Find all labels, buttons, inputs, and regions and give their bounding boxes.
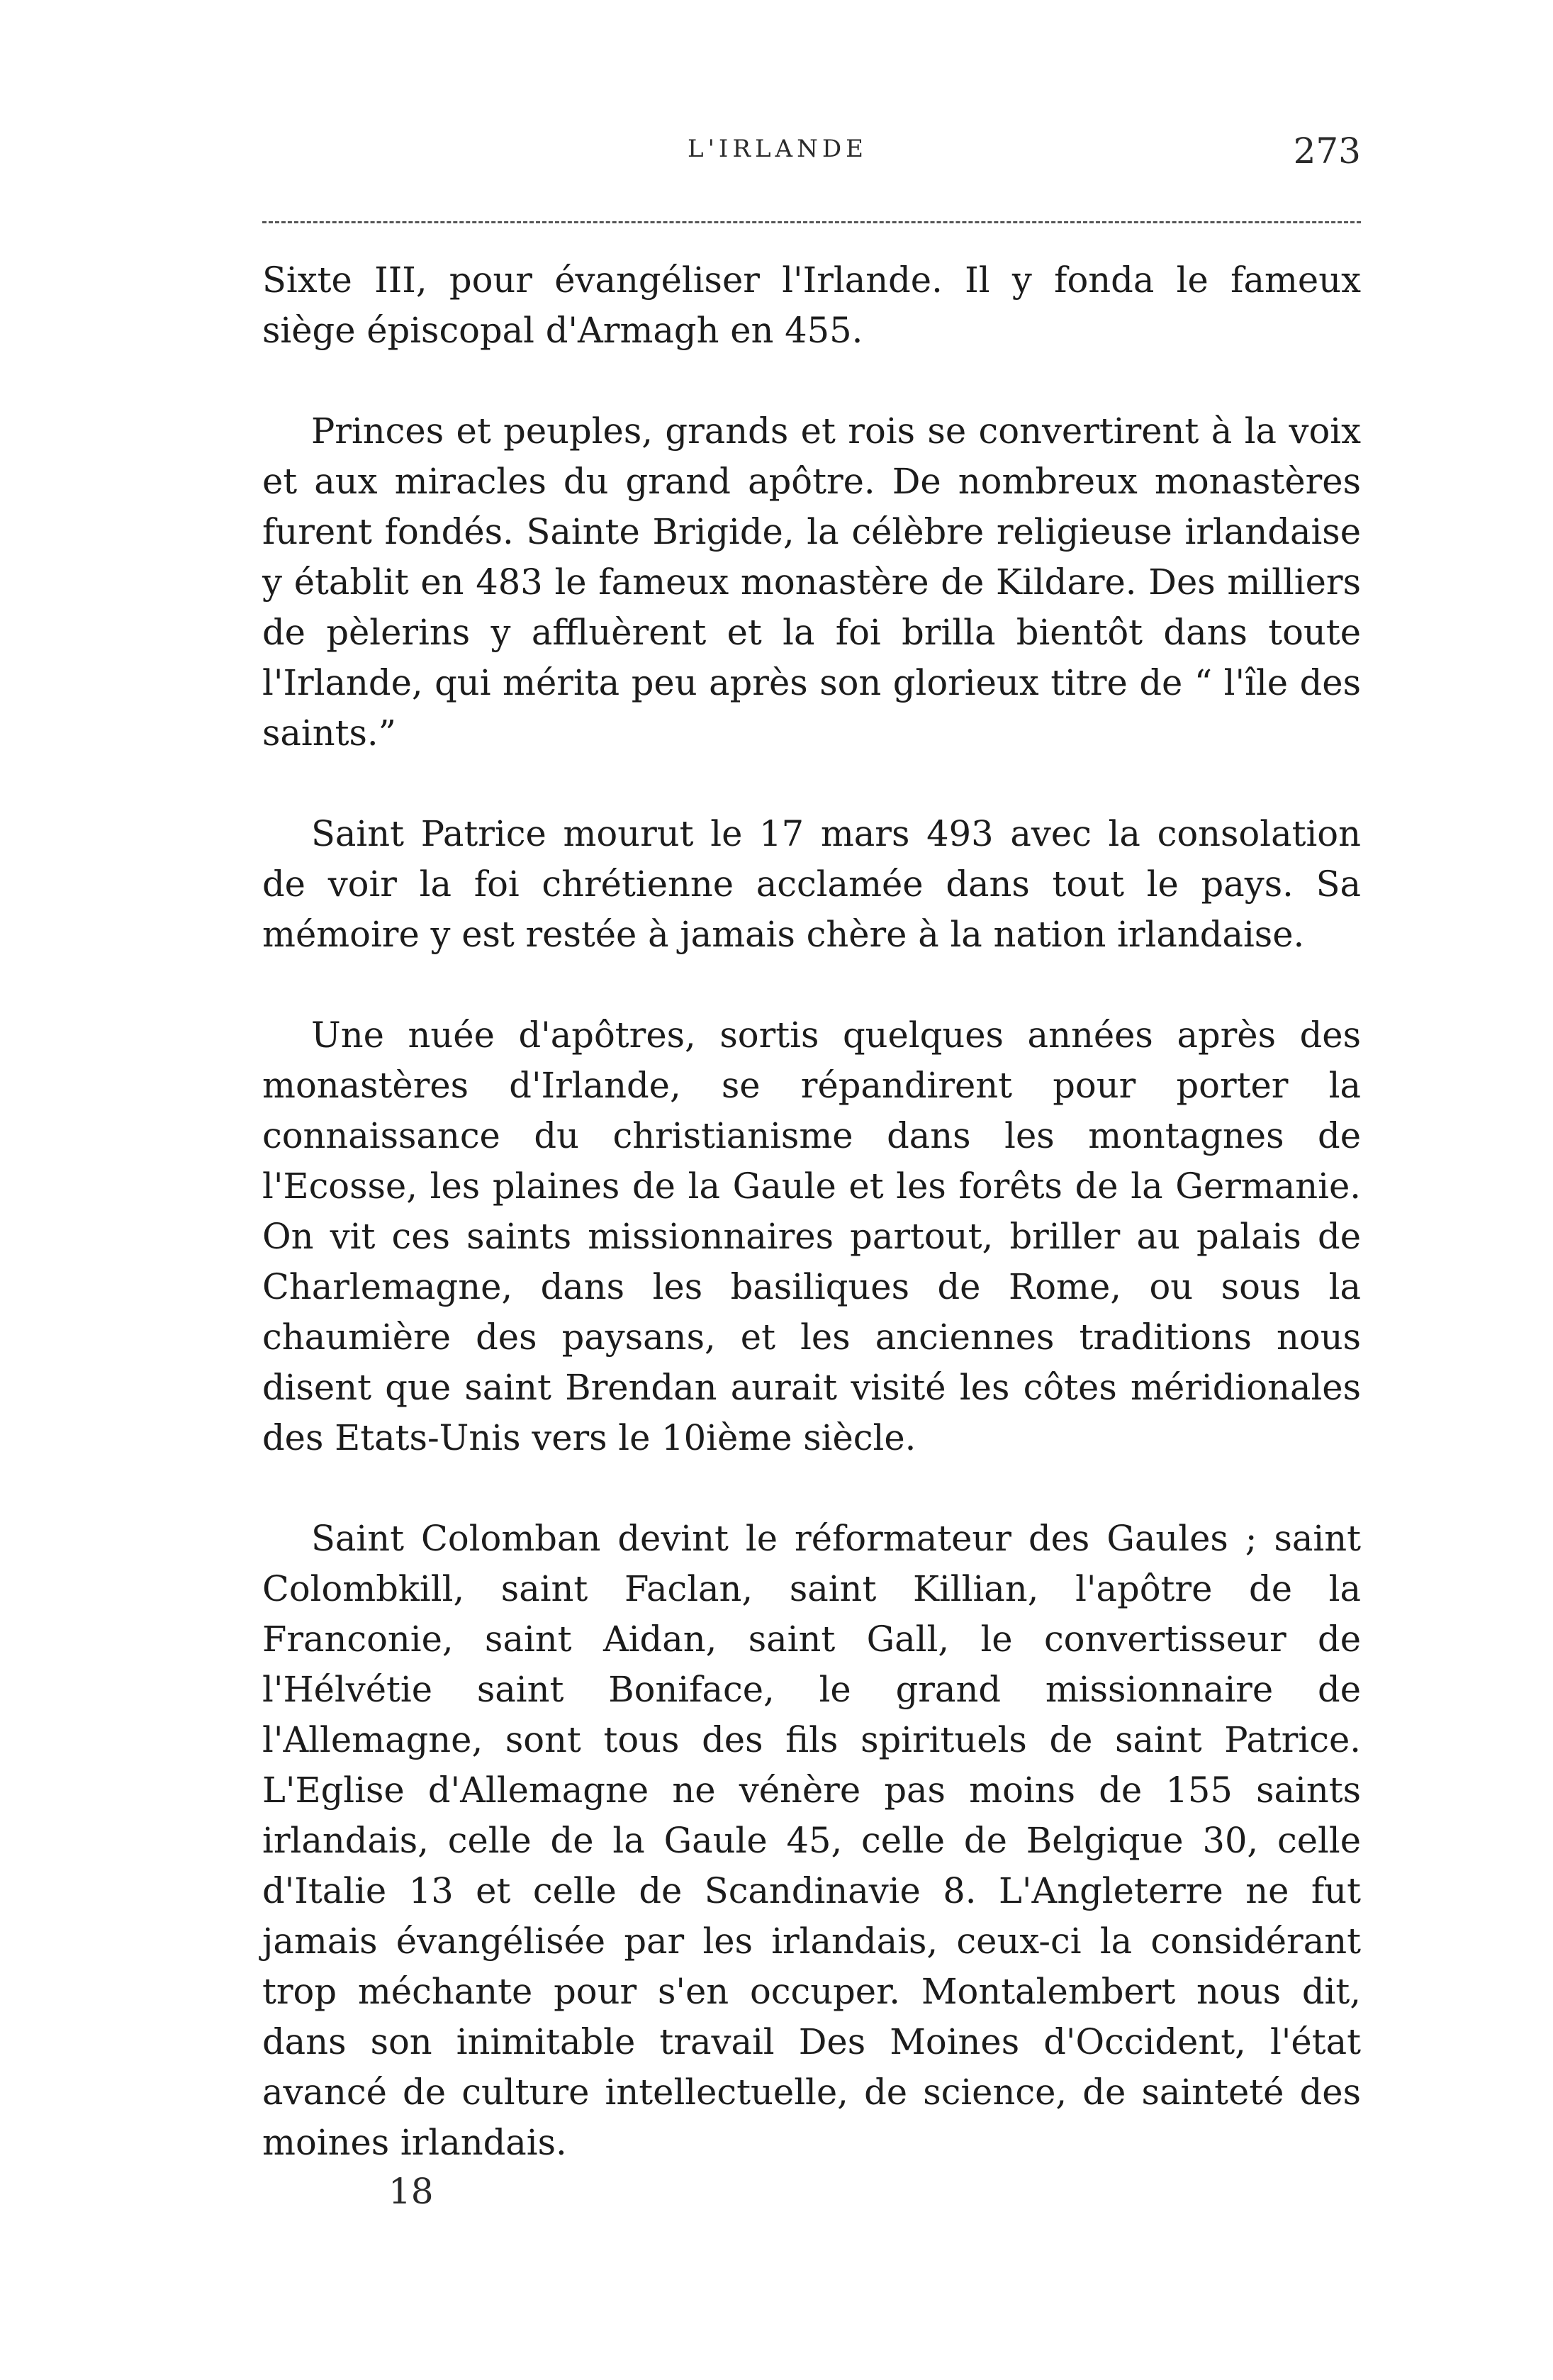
header-rule [262, 221, 1361, 223]
paragraph-apostles: Une nuée d'apôtres, sortis quelques années après des monastères d'Irlande, se répandirent pour porter la connaissance du christianisme dans les montagnes de l'Ecosse, les plaines de la Gaule et les forêts de la Germanie. On vit ces saints missionnaires partout, briller au palais de Charlemagne, dans les basiliques de Rome, ou sous la chaumière des paysans, et les anciennes traditions nous disent que saint Brendan aurait visité les côtes méridionales des Etats-Unis vers le 10ième siècle. [262, 1015, 1361, 1458]
paragraph-death-of-patrick: Saint Patrice mourut le 17 mars 493 avec la consolation de voir la foi chrétienne acclamée dans tout le pays. Sa mémoire y est restée à jamais chère à la nation irlandaise. [262, 813, 1361, 955]
page-number: 273 [1293, 130, 1361, 172]
running-title: L'IRLANDE [688, 135, 868, 163]
paragraph-conversions: Princes et peuples, grands et rois se convertirent à la voix et aux miracles du grand apôtre. De nombreux monastères furent fondés. Sainte Brigide, la célèbre religieuse irlandaise y établit en 483 le fameux monastère de Kildare. Des milliers de pèlerins y affluèrent et la foi brilla bientôt dans toute l'Irlande, qui mérita peu après son glorieux titre de “ l'île des saints.” [262, 410, 1361, 754]
signature-mark: 18 [388, 2171, 434, 2212]
paragraph-continuation: Sixte III, pour évangéliser l'Irlande. Il y fonda le fameux siège épiscopal d'Armagh en 455. [262, 259, 1361, 351]
running-head [262, 130, 1361, 177]
paragraph-saints: Saint Colomban devint le réformateur des Gaules ; saint Colombkill, saint Faclan, saint Killian, l'apôtre de la Franconie, saint Aidan, saint Gall, le convertisseur de l'Hélvétie saint Boniface, le grand missionnaire de l'Allemagne, sont tous des fils spirituels de saint Patrice. L'Eglise d'Allemagne ne vénère pas moins de 155 saints irlandais, celle de la Gaule 45, celle de Belgique 30, celle d'Italie 13 et celle de Scandinavie 8. L'Angleterre ne fut jamais évangélisée par les irlandais, ceux-ci la considérant trop méchante pour s'en occuper. Montalembert nous dit, dans son inimitable travail Des Moines d'Occident, l'état avancé de culture intellectuelle, de science, de sainteté des moines irlandais. [262, 1518, 1361, 2163]
body-text [262, 255, 1361, 2168]
